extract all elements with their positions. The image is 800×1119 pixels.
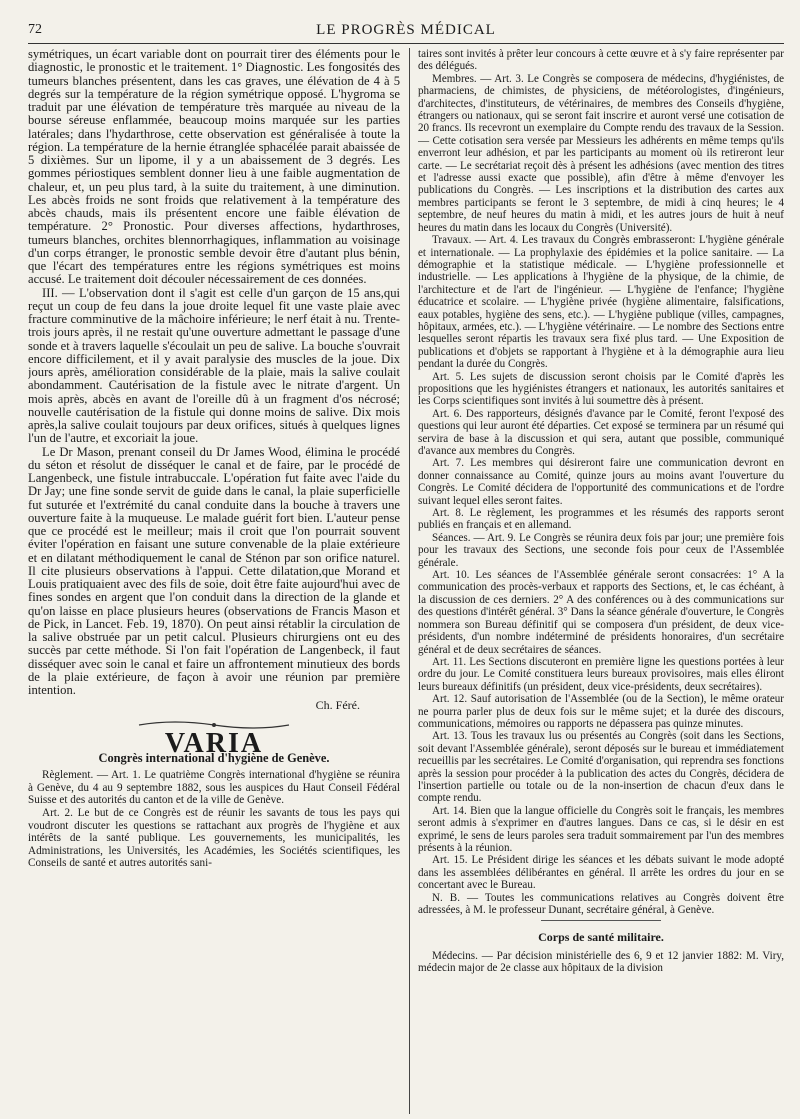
left-column <box>28 48 400 1114</box>
paragraph: Art. 12. Sauf autorisation de l'Assemblée (ou de la Section), le même orateur ne pourra parler plus de deux fois sur le même sujet; et la durée des discours, communications, mémoires ou rapports ne dépassera pas quinze minutes. <box>418 693 784 730</box>
paragraph: Art. 7. Les membres qui désireront faire une communication devront en donner connaissance au Comité, quinze jours au moins avant l'ouverture du Congrès. Le Comité décidera de l'opportunité des communications et de l'ordre suivant lequel elles seront faites. <box>418 457 784 507</box>
paragraph: symétriques, un écart variable dont on pourrait tirer des éléments pour le diagnostic, le pronostic et le traitement. 1° Diagnostic. Les fongosités des tumeurs blanches présentent, dans les cas graves, une élévation de 4 à 5 degrés sur la température de la région symétrique opposé. L'hygroma se traduit par une élévation de température très marquée au niveau de la bourse séreuse enflammée, beaucoup moins marquée sur les parties latérales; dans l'hydarthrose, cette observation est généralisée à toute la région. La température de la hernie étranglée sphacélée parait abaissée de 5 dixièmes. Sur un lipome, il y a un abaissement de 3 degrés. Les gommes périostiques semblent donner lieu à une faible augmentation de chaleur, et, un peu plus tard, à la suite du traitement, à une diminution. Les abcès froids ne sont froids que relativement à la température des abcès chauds, mais ils présentent encore une faible élévation de température. 2° Pronostic. Pour diverses affections, hydarthroses, tumeurs blanches, orchites blennorrhagiques, inflammation au voisinage d'un corps étranger, le pronostic semble devoir être d'autant plus bénin, que l'écart des températures entre les régions symétriques est moins accusé. Le traitement doit découler nécessairement de ces données. <box>28 48 400 287</box>
header-rule <box>28 43 784 44</box>
page-header <box>28 22 784 42</box>
paragraph: taires sont invités à prêter leur concours à cette œuvre et à s'y faire représenter par des délégués. <box>418 48 784 73</box>
paragraph: Séances. — Art. 9. Le Congrès se réunira deux fois par jour; une première fois pour les travaux des Sections, une seconde fois pour ceux de l'Assemblée générale. <box>418 531 784 569</box>
paragraph: Art. 14. Bien que la langue officielle du Congrès soit le français, les membres seront admis à s'exprimer en d'autres langues. Dans ce cas, si le désir en est exprimé, le sens de leurs paroles sera traduit sommairement par l'un des membres présents à la réunion. <box>418 804 784 854</box>
running-title: LE PROGRÈS MÉDICAL <box>316 22 496 38</box>
section-title-military: Corps de santé militaire. <box>538 930 664 945</box>
paragraph: Travaux. — Art. 4. Les travaux du Congrès embrasseront: L'hygiène générale et internationale. — La prophylaxie des épidémies et la police sanitaire. — La démographie et la statistique médicale. — L'hygiène professionnelle et industrielle. — Les applications à l'hygiène de la physique, de la chimie, de l'architecture et de l'art de l'ingénieur. — L'hygiène de l'enfance; l'hygiène éducatrice et scolaire. — L'hygiène privée (hygiène alimentaire, falsifications, eaux potables, hygiène des sens, etc.). — L'hygiène publique (villes, campagnes, hôpitaux, armées, etc.). — L'hygiène vétérinaire. — Le nombre des Sections entre lesquelles seront répartis les travaux sera fixé plus tard. — Une Exposition de publications et d'objets se rapportant à l'hygiène et à la démographie aura lieu pendant la durée du Congrès. <box>418 234 784 371</box>
column-divider <box>409 48 410 1114</box>
paragraph: Art. 6. Des rapporteurs, désignés d'avance par le Comité, feront l'exposé des questions qui leur auront été départies. Cet exposé se terminera par un résumé qui servira de base à la discussion et qui sera, autant que possible, communiqué d'avance aux membres du Congrès. <box>418 407 784 457</box>
paragraph: Art. 13. Tous les travaux lus ou présentés au Congrès (soit dans les Sections, soit devant l'Assemblée générale), seront déposés sur le bureau et immédiatement recueillis par les secrétaires. Le Comité d'organisation, qui reprendra ses fonctions après la session pour procéder à la publication des actes du Congrès, décidera de l'insertion partielle ou totale ou de la non-insertion de chacun d'eux dans le compte rendu. <box>418 730 784 805</box>
paragraph: Art. 15. Le Président dirige les séances et les débats suivant le mode adopté dans les assemblées délibérantes en général. Il arrête les ordres du jour en se concertant avec le Bureau. <box>418 854 784 892</box>
paragraph: Règlement. — Art. 1. Le quatrième Congrès international d'hygiène se réunira à Genève, du 4 au 9 septembre 1882, sous les auspices du Haut Conseil Fédéral Suisse et des autorités du canton et de la ville de Genève. <box>28 769 400 807</box>
page-number: 72 <box>28 22 42 37</box>
section-title: Congrès international d'hygiène de Genève. <box>98 751 330 765</box>
paragraph: Médecins. — Par décision ministérielle des 6, 9 et 12 janvier 1882: M. Viry, médecin major de 2e classe aux hôpitaux de la division <box>418 949 784 975</box>
paragraph: Art. 2. Le but de ce Congrès est de réunir les savants de tous les pays qui voudront discuter les questions se rattachant aux progrès de l'hygiène et aux intérêts de la santé publique. Les gouvernements, les municipalités, les Administrations, les Universités, les Académies, les Sociétés scientifiques, les Conseils de santé et autres autorités sani- <box>28 807 400 870</box>
paragraph: Art. 5. Les sujets de discussion seront choisis par le Comité d'après les propositions que les hygiénistes étrangers et nationaux, les autorités sanitaires et les Corps scientifiques sont invités à lui soumettre dès à présent. <box>418 370 784 408</box>
paragraph: Membres. — Art. 3. Le Congrès se composera de médecins, d'hygiénistes, de pharmaciens, de chimistes, de physiciens, de météorologistes, d'ingénieurs, d'architectes, d'instituteurs, de vétérinaires, de membres des Conseils d'hygiène, étrangers ou nationaux, qui se seront fait inscrire et auront versé une cotisation de 20 francs. Ils recevront un exemplaire du Compte rendu des travaux de la Session. — Cette cotisation sera versée par Messieurs les adhérents en même temps qu'ils enverront leur adhésion, et par les participants au moment où ils retireront leur carte. — Le secrétariat reçoit dès à présent les adhésions (avec mention des titres et l'adresse aussi exacte que possible), afin d'être à même d'envoyer les publications du Congrès. — Les inscriptions et la distribution des cartes aux membres participants se feront le 3 septembre, de midi à cinq heures; le 4 septembre, de neuf heures du matin à midi, et les autres jours de huit à neuf heures du matin dans les locaux du Congrès (Université). <box>418 72 784 234</box>
author-signature: Ch. Féré. <box>315 698 360 713</box>
paragraph: III. — L'observation dont il s'agit est celle d'un garçon de 15 ans,qui reçut un coup de feu dans la joue droite lequel fit une vaste plaie avec fracture comminutive de la mâchoire inférieure; le nerf était à nu. Trente-trois jours après, il ne restait qu'une ouverture admettant le passage d'une sonde et à travers laquelle s'écoulait un peu de salive. La bouche s'ouvrait encore difficilement, et il y avait paralysie des muscles de la joue. Dix jours après, amélioration considérable de la plaie, mais la salive coulait abondamment. Cautérisation de la fistule avec le nitrate d'argent. Un mois après, abcès en avant de l'oreille dû à un fragment d'os nécrosé; nouvelle cautérisation de la fistule qui donne moins de salive. Dix mois après,la salive coulait toujours par deux orifices, situés à quelques lignes l'un de l'autre, et excoriait la joue. <box>28 285 400 446</box>
paragraph: Art. 8. Le règlement, les programmes et les résumés des rapports seront publiés en français et en allemand. <box>418 507 784 532</box>
section-rule <box>541 920 661 921</box>
paragraph: Art. 11. Les Sections discuteront en première ligne les questions portées à leur ordre du jour. Le Comité constituera leurs bureaux provisoires, mais elles éliront leurs bureaux définitifs (un président, deux vice-présidents, deux secrétaires). <box>418 655 784 693</box>
varia-title: VARIA <box>164 727 264 759</box>
paragraph: Le Dr Mason, prenant conseil du Dr James Wood, élimina le procédé du séton et résolut de disséquer le canal et de faire, par le procédé de Langenbeck, une fistule intrabuccale. L'opération fut faite avec l'aide du Dr Jay; une fine sonde servit de guide dans le canal, la plaie superficielle fut suturée et l'extrémité du canal conduite dans la bouche à travers une ouverture faite à la muqueuse. Le malade guérit fort bien. L'auteur pense que ce procédé est le meilleur; mais il croit que l'on pourrait souvent éviter l'opération en faisant une suture convenable de la plaie extérieure et en dilatant méthodiquement le canal de Sténon par son orifice naturel. Il cite plusieurs observations à l'appui. Cette dilatation,que Morand et Louis pratiquaient avec des fils de soie, doit être faite aujourd'hui avec de fines sondes en argent que l'on conduit dans la direction de la glande et qu'on laisse en place plusieurs heures (observations de Francis Mason et de Pick, in Lancet. Feb. 19, 1870). On peut ainsi rétablir la circulation de la salive obstruée par un petit calcul. Plusieurs chirurgiens ont eu des succès par cette méthode. Si l'on fait l'opération de Langenbeck, il faut disséquer avec soin le canal et faire un affrontement minutieux des bords de la plaie extérieure, de façon à avoir une réunion par première intention. <box>28 444 400 697</box>
paragraph: Art. 10. Les séances de l'Assemblée générale seront consacrées: 1° A la communication des procès-verbaux et rapports des Sections, et, le cas échéant, à la discussion de ces derniers. 2° A des conférences ou à des communications sur des questions d'intérêt général. 3° Dans la séance générale d'ouverture, le Congrès nommera son Bureau définitif qui se composera d'un président, de deux vice-présidents, d'un nombre indéterminé de présidents honoraires, d'un secrétaire général et de deux secrétaires de séances. <box>418 569 784 656</box>
right-column <box>418 48 784 1114</box>
paragraph: N. B. — Toutes les communications relatives au Congrès doivent être adressées, à M. le professeur Dunant, secrétaire général, à Genève. <box>418 891 784 917</box>
